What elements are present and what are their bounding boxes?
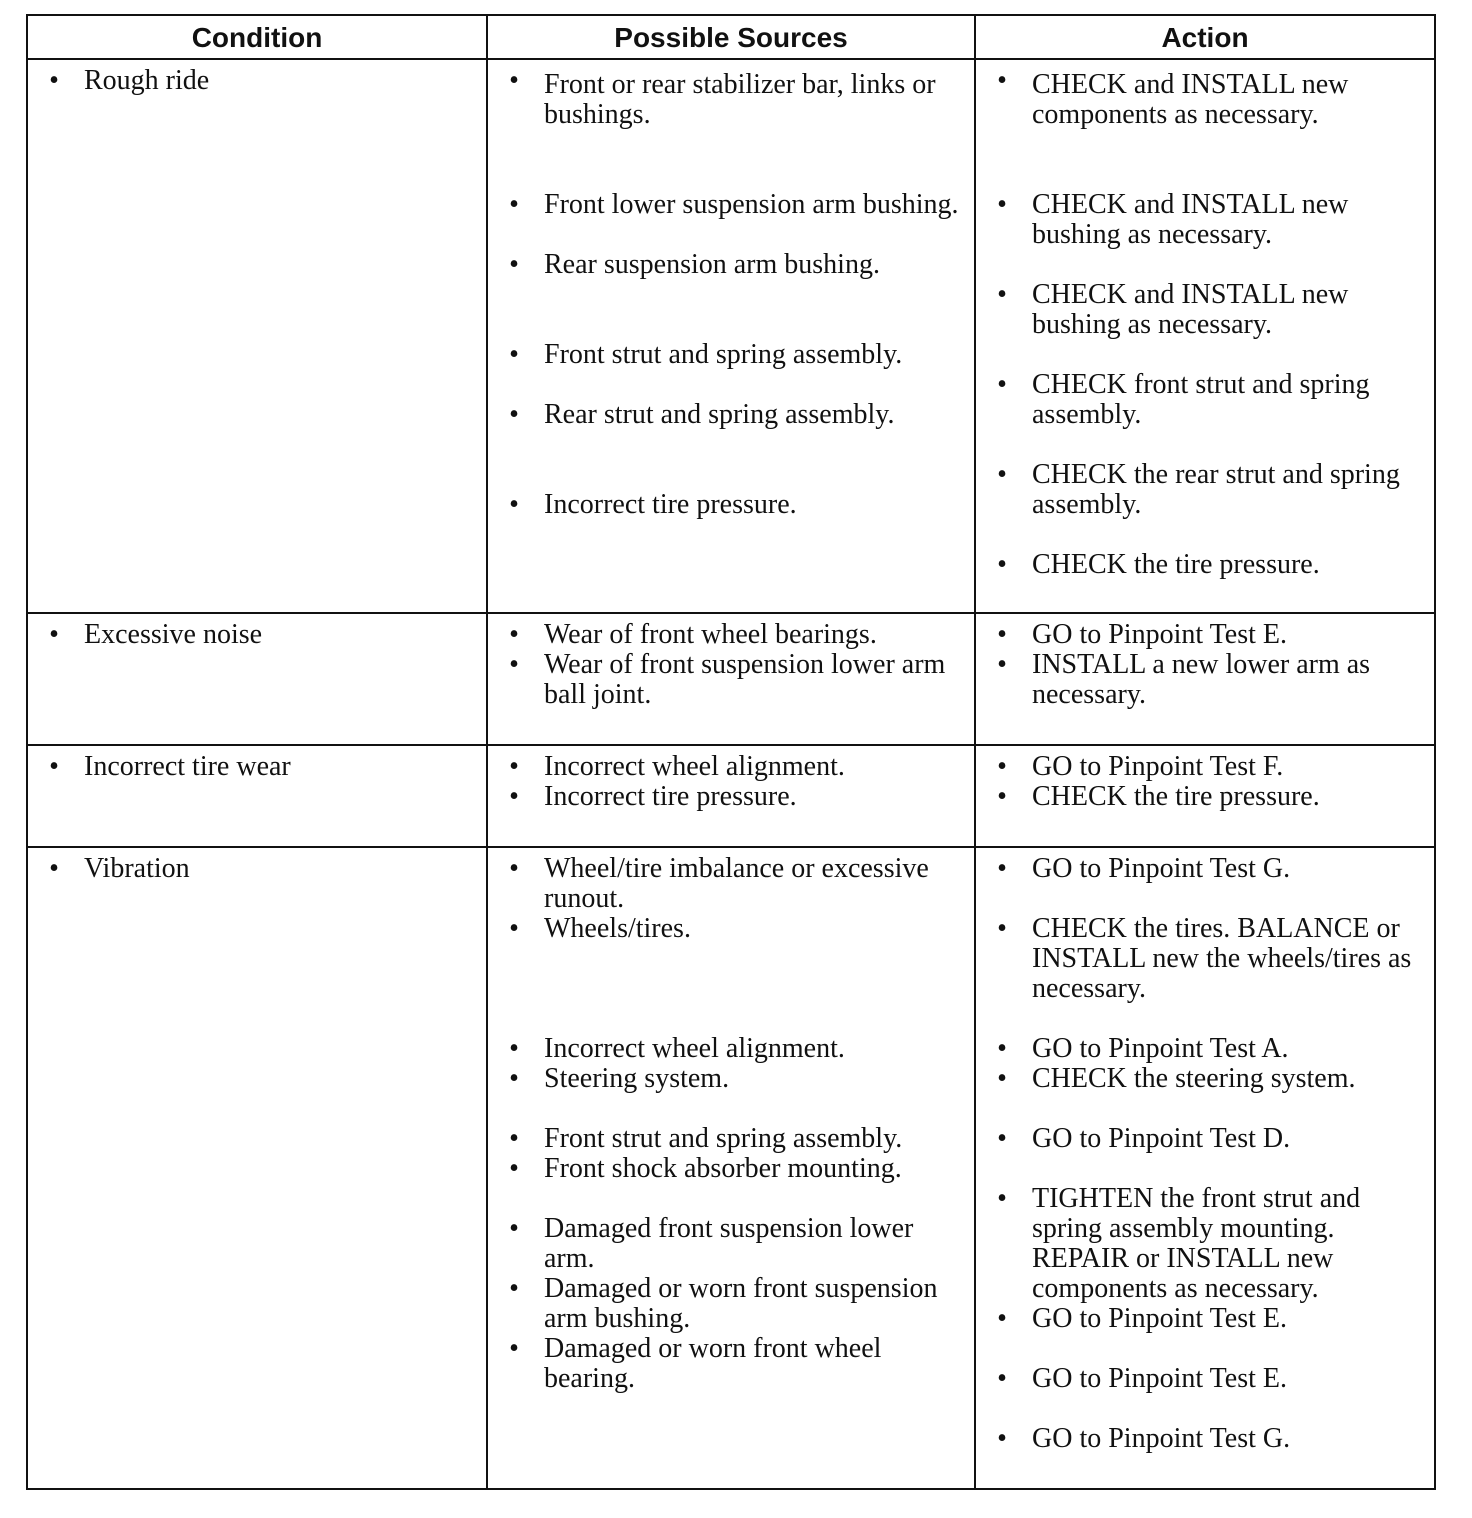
actions-cell: [975, 745, 1435, 847]
action-text: CHECK and INSTALL new bushing as necessary.: [1032, 279, 1349, 340]
action-item: [992, 190, 1422, 250]
action-text: GO to Pinpoint Test E.: [1032, 1303, 1287, 1334]
bullet-icon: •: [997, 619, 1007, 650]
condition-cell: [27, 745, 487, 847]
condition-text: Vibration: [84, 853, 190, 884]
source-item: [504, 752, 962, 782]
condition-item: [44, 752, 474, 782]
bullet-icon: •: [997, 549, 1007, 580]
action-item: [992, 1424, 1422, 1454]
sources-cell: [487, 59, 975, 613]
bullet-icon: •: [997, 1123, 1007, 1154]
source-text: Rear strut and spring assembly.: [544, 399, 895, 430]
bullet-icon: •: [997, 369, 1007, 400]
condition-item: [44, 66, 474, 96]
action-item: [992, 550, 1422, 580]
bullet-icon: •: [509, 189, 519, 220]
header-action: Action: [975, 15, 1435, 59]
source-item: [504, 400, 962, 430]
bullet-icon: •: [997, 1303, 1007, 1334]
table-row: [27, 847, 1435, 1489]
bullet-icon: •: [509, 249, 519, 280]
action-item: [992, 66, 1422, 130]
action-text: CHECK the rear strut and spring assembly.: [1032, 459, 1400, 520]
action-item: [992, 782, 1422, 812]
bullet-icon: •: [997, 751, 1007, 782]
action-text: GO to Pinpoint Test G.: [1032, 1423, 1291, 1454]
source-item: [504, 190, 962, 220]
action-item: [992, 1184, 1422, 1304]
bullet-icon: •: [997, 1363, 1007, 1394]
source-item: [504, 1274, 962, 1334]
bullet-icon: •: [509, 649, 519, 680]
action-item: [992, 620, 1422, 650]
action-item: [992, 854, 1422, 884]
action-item: [992, 280, 1422, 340]
bullet-icon: •: [509, 339, 519, 370]
bullet-icon: •: [509, 65, 519, 96]
source-text: Rear suspension arm bushing.: [544, 249, 880, 280]
action-item: [992, 1124, 1422, 1154]
source-item: [504, 620, 962, 650]
bullet-icon: •: [509, 1123, 519, 1154]
action-text: GO to Pinpoint Test D.: [1032, 1123, 1291, 1154]
actions-cell: [975, 847, 1435, 1489]
source-text: Wheels/tires.: [544, 913, 691, 944]
source-item: [504, 1334, 962, 1394]
source-text: Damaged or worn front suspension arm bushing.: [544, 1273, 938, 1334]
action-item: [992, 460, 1422, 520]
bullet-icon: •: [509, 489, 519, 520]
actions-cell: [975, 59, 1435, 613]
bullet-icon: •: [997, 913, 1007, 944]
source-item: [504, 650, 962, 710]
source-text: Damaged front suspension lower arm.: [544, 1213, 914, 1274]
action-text: CHECK and INSTALL new components as necessary.: [1032, 69, 1349, 130]
header-possible-sources: Possible Sources: [487, 15, 975, 59]
action-text: CHECK the tire pressure.: [1032, 549, 1320, 580]
sources-cell: [487, 613, 975, 745]
condition-cell: [27, 613, 487, 745]
source-item: [504, 1124, 962, 1154]
action-text: GO to Pinpoint Test E.: [1032, 619, 1287, 650]
action-item: [992, 1064, 1422, 1094]
action-text: CHECK the steering system.: [1032, 1063, 1356, 1094]
diagnosis-table: [26, 14, 1436, 1490]
header-row: [27, 15, 1435, 59]
bullet-icon: •: [509, 913, 519, 944]
diagnosis-table-page: [26, 14, 1434, 1484]
bullet-icon: •: [997, 1423, 1007, 1454]
action-item: [992, 370, 1422, 430]
condition-item: [44, 854, 474, 884]
bullet-icon: •: [997, 65, 1007, 96]
action-item: [992, 650, 1422, 710]
bullet-icon: •: [997, 189, 1007, 220]
action-text: TIGHTEN the front strut and spring assembly mounting. REPAIR or INSTALL new components as necessary.: [1032, 1183, 1361, 1304]
table-row: [27, 745, 1435, 847]
source-text: Front lower suspension arm bushing.: [544, 189, 959, 220]
source-text: Incorrect tire pressure.: [544, 781, 797, 812]
actions-cell: [975, 613, 1435, 745]
source-item: [504, 1034, 962, 1064]
bullet-icon: •: [997, 1183, 1007, 1214]
bullet-icon: •: [997, 781, 1007, 812]
source-item: [504, 1214, 962, 1274]
header-condition: Condition: [27, 15, 487, 59]
bullet-icon: •: [997, 459, 1007, 490]
condition-text: Rough ride: [84, 65, 210, 96]
source-text: Incorrect wheel alignment.: [544, 751, 845, 782]
sources-cell: [487, 745, 975, 847]
bullet-icon: •: [49, 853, 59, 884]
source-item: [504, 490, 962, 520]
source-text: Wheel/tire imbalance or excessive runout.: [544, 853, 929, 914]
condition-cell: [27, 59, 487, 613]
source-text: Incorrect wheel alignment.: [544, 1033, 845, 1064]
action-text: GO to Pinpoint Test E.: [1032, 1363, 1287, 1394]
bullet-icon: •: [509, 1213, 519, 1244]
action-text: CHECK the tire pressure.: [1032, 781, 1320, 812]
condition-text: Excessive noise: [84, 619, 263, 650]
bullet-icon: •: [997, 279, 1007, 310]
action-text: CHECK and INSTALL new bushing as necessary.: [1032, 189, 1349, 250]
condition-item: [44, 620, 474, 650]
bullet-icon: •: [509, 1273, 519, 1304]
bullet-icon: •: [997, 1033, 1007, 1064]
bullet-icon: •: [997, 853, 1007, 884]
source-item: [504, 340, 962, 370]
source-item: [504, 782, 962, 812]
source-item: [504, 1154, 962, 1184]
source-text: Front strut and spring assembly.: [544, 1123, 903, 1154]
action-item: [992, 1304, 1422, 1334]
action-item: [992, 752, 1422, 782]
condition-cell: [27, 847, 487, 1489]
action-text: CHECK front strut and spring assembly.: [1032, 369, 1370, 430]
source-item: [504, 854, 962, 914]
source-text: Steering system.: [544, 1063, 730, 1094]
action-item: [992, 1364, 1422, 1394]
bullet-icon: •: [509, 853, 519, 884]
bullet-icon: •: [509, 619, 519, 650]
bullet-icon: •: [49, 65, 59, 96]
sources-cell: [487, 847, 975, 1489]
action-text: GO to Pinpoint Test F.: [1032, 751, 1284, 782]
bullet-icon: •: [997, 649, 1007, 680]
bullet-icon: •: [509, 1033, 519, 1064]
source-item: [504, 1064, 962, 1094]
action-text: GO to Pinpoint Test A.: [1032, 1033, 1289, 1064]
source-text: Wear of front suspension lower arm ball joint.: [544, 649, 946, 710]
source-text: Front strut and spring assembly.: [544, 339, 903, 370]
source-text: Front shock absorber mounting.: [544, 1153, 902, 1184]
table-row: [27, 613, 1435, 745]
source-item: [504, 66, 962, 130]
bullet-icon: •: [509, 399, 519, 430]
bullet-icon: •: [509, 1333, 519, 1364]
source-text: Incorrect tire pressure.: [544, 489, 797, 520]
action-text: GO to Pinpoint Test G.: [1032, 853, 1291, 884]
action-text: INSTALL a new lower arm as necessary.: [1032, 649, 1371, 710]
action-item: [992, 1034, 1422, 1064]
source-text: Damaged or worn front wheel bearing.: [544, 1333, 882, 1394]
source-item: [504, 914, 962, 944]
bullet-icon: •: [997, 1063, 1007, 1094]
bullet-icon: •: [49, 619, 59, 650]
source-text: Wear of front wheel bearings.: [544, 619, 877, 650]
bullet-icon: •: [509, 1153, 519, 1184]
source-text: Front or rear stabilizer bar, links or bushings.: [544, 69, 936, 130]
action-item: [992, 914, 1422, 1004]
bullet-icon: •: [509, 781, 519, 812]
bullet-icon: •: [509, 751, 519, 782]
action-text: CHECK the tires. BALANCE or INSTALL new the wheels/tires as necessary.: [1032, 913, 1412, 1004]
table-row: [27, 59, 1435, 613]
source-item: [504, 250, 962, 280]
bullet-icon: •: [509, 1063, 519, 1094]
condition-text: Incorrect tire wear: [84, 751, 291, 782]
bullet-icon: •: [49, 751, 59, 782]
